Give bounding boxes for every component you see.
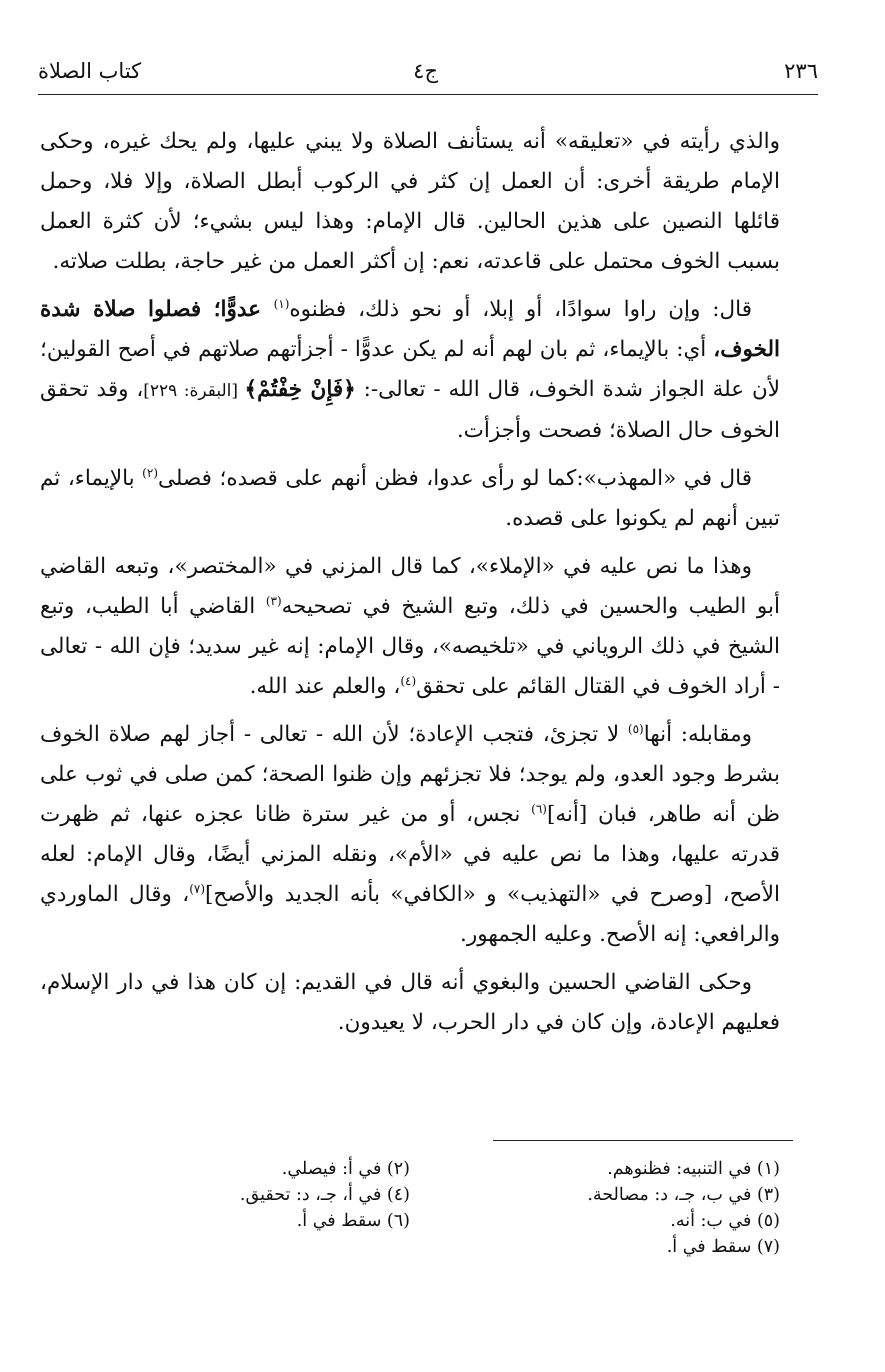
- header-divider: [38, 94, 818, 95]
- footnote-6: (٦) سقط في أ.: [296, 1211, 410, 1231]
- footnote-4: (٤) في أ، جـ، د: تحقيق.: [239, 1185, 410, 1205]
- footnote-7: (٧) سقط في أ.: [666, 1237, 780, 1257]
- book-title: كتاب الصلاة: [38, 59, 142, 83]
- matn-bold-text: عدوًّا؛ فصلوا صلاة شدة الخوف،: [40, 297, 780, 362]
- volume-label: ج٤: [413, 59, 438, 83]
- footnote-ref: (٢): [142, 465, 158, 480]
- footnote-ref: (٧): [189, 881, 206, 896]
- footnote-ref: (١): [273, 296, 290, 311]
- paragraph-5: ومقابله: أنها$^{(٥)}$ لا تجزئ، فتجب الإعادة؛ لأن الله - تعالى - أجاز لهم صلاة الخوف بشرط وجود العدو، ولم يوجد؛ فلا تجزئهم وإن ظنوا الصحة؛ كمن صلى في ثوب على ظن أنه طاهر، فبان [أنه]$^{(٦)}$ نجس، أو من غير سترة ظانا عجزه عنها، ثم ظهرت قدرته عليها، وهذا ما نص عليه في «الأم»، ونقله المزني أيضًا، وقال الإمام: لعله الأصح، [وصرح في «التهذيب» و «الكافي» بأنه الجديد والأصح]$^{(٧)}$، وقال الماوردي والرافعي: إنه الأصح. وعليه الجمهور.: [40, 721, 780, 947]
- footnotes: [40, 1156, 780, 1260]
- footnote-1: (١) في التنبيه: فظنوهم.: [607, 1159, 780, 1179]
- paragraph-3: قال في «المهذب»:كما لو رأى عدوا، فظن أنهم على قصده؛ فصلى$^{(٢)}$ بالإيماء، ثم تبين أنهم لم يكونوا على قصده.: [40, 465, 780, 531]
- paragraph-4: وهذا ما نص عليه في «الإملاء»، كما قال المزني في «المختصر»، وتبعه القاضي أبو الطيب والحسين في ذلك، وتبع الشيخ في تصحيحه$^{(٣)}$ القاضي أبا الطيب، وتبع الشيخ في ذلك الروياني في «تلخيصه»، وقال الإمام: إنه غير سديد؛ فإن الله - تعالى - أراد الخوف في القتال القائم على تحقق$^{(٤)}$، والعلم عند الله.: [40, 554, 780, 699]
- paragraph-1: والذي رأيته في «تعليقه» أنه يستأنف الصلاة ولا يبني عليها، ولم يحك غيره، وحكى الإمام طريقة أخرى: أن العمل إن كثر في الركوب أبطل الصلاة، وإلا فلا، وحمل قائلها النصين على هذين الحالين. قال الإمام: وهذا ليس بشيء؛ لأن كثرة العمل بسبب الخوف محتمل على قاعدته، نعم: إن أكثر العمل من غير حاجة، بطلت صلاته.: [40, 129, 780, 274]
- paragraph-6: وحكى القاضي الحسين والبغوي أنه قال في القديم: إن كان هذا في دار الإسلام، فعليهم الإعادة، وإن كان في دار الحرب، لا يعيدون.: [40, 970, 780, 1035]
- quran-verse: ﴿فَإِنْ خِفْتُمْ﴾: [244, 377, 356, 402]
- paragraph-2: قال: وإن راوا سوادًا، أو إبلا، أو نحو ذلك، فظنوه$^{(١)}$ عدوًّا؛ فصلوا صلاة شدة الخوف، أي: بالإيماء، ثم بان لهم أنه لم يكن عدوًّا - أجزأتهم صلاتهم في أصح القولين؛ لأن علة الجواز شدة الخوف، قال الله - تعالى-: ﴿فَإِنْ خِفْتُمْ﴾ [البقرة: ٢٢٩]، وقد تحقق الخوف حال الصلاة؛ فصحت وأجزأت.: [40, 296, 780, 443]
- footnote-2: (٢) في أ: فيصلي.: [281, 1159, 410, 1179]
- footnote-ref: (٥): [627, 721, 644, 736]
- footnote-ref: (٤): [400, 673, 417, 688]
- footnote-divider: [493, 1140, 793, 1141]
- quran-citation: [البقرة: ٢٢٩]: [143, 381, 245, 401]
- main-text: [40, 122, 780, 1051]
- footnote-3: (٣) في ب، جـ، د: مصالحة.: [587, 1185, 780, 1205]
- footnote-ref: (٣): [265, 593, 282, 608]
- footnote-ref: (٦): [531, 801, 547, 816]
- page-number: ٢٣٦: [784, 59, 818, 83]
- footnote-5: (٥) في ب: أنه.: [670, 1211, 780, 1231]
- running-header: [38, 55, 818, 91]
